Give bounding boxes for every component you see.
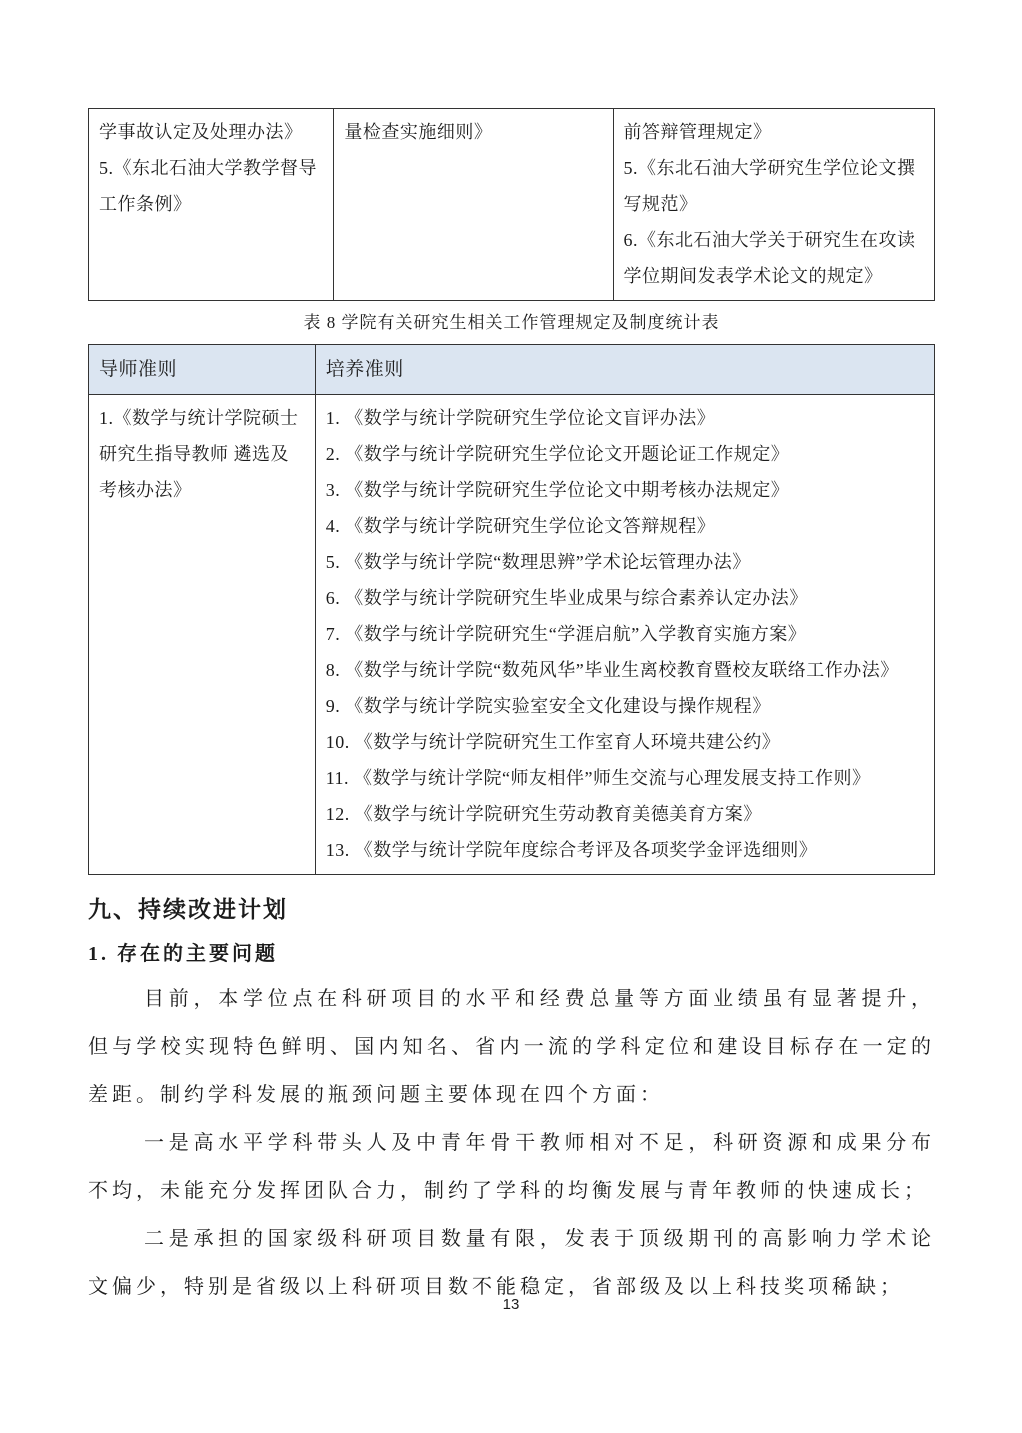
table8-header-training: 培养准则 (315, 345, 934, 395)
table8-cell-mentor-rules (89, 395, 316, 875)
table-cell-line: 13. 《数学与统计学院年度综合考评及各项奖学金评选细则》 (325, 840, 818, 860)
table-cell-thesis-rules (613, 109, 935, 301)
table-cell-line: 6.《东北石油大学关于研究生在攻读学位期间发表学术论文的规定》 (623, 230, 916, 286)
regulations-table-continued (88, 108, 935, 301)
table-row (89, 109, 935, 301)
body-paragraph: 二是承担的国家级科研项目数量有限，发表于顶级期刊的高影响力学术论文偏少，特别是省级以上科研项目数不能稳定，省部级及以上科技奖项稀缺； (88, 1228, 935, 1298)
table8-caption: 表 8 学院有关研究生相关工作管理规定及制度统计表 (303, 313, 720, 332)
table-cell-line: 3. 《数学与统计学院研究生学位论文中期考核办法规定》 (325, 480, 790, 500)
table-cell-line: 8. 《数学与统计学院“数苑风华”毕业生离校教育暨校友联络工作办法》 (325, 660, 899, 680)
table8-header-row (89, 345, 935, 395)
table8-header-mentor: 导师准则 (89, 345, 316, 395)
subsection-heading-1: 1. 存在的主要问题 (88, 943, 278, 965)
table-cell-line: 9. 《数学与统计学院实验室安全文化建设与操作规程》 (325, 696, 771, 716)
table-cell-line: 12. 《数学与统计学院研究生劳动教育美德美育方案》 (325, 804, 762, 824)
page-number: 13 (502, 1296, 520, 1313)
table-cell-line: 量检查实施细则》 (344, 122, 493, 142)
table-cell-line: 10. 《数学与统计学院研究生工作室育人环境共建公约》 (325, 732, 781, 752)
section-heading-9: 九、持续改进计划 (88, 896, 288, 922)
table-cell-line: 2. 《数学与统计学院研究生学位论文开题论证工作规定》 (325, 444, 790, 464)
table-cell-line: 5. 《数学与统计学院“数理思辨”学术论坛管理办法》 (325, 552, 751, 572)
table-cell-teaching-rules (89, 109, 334, 301)
table8-body-row (89, 395, 935, 875)
table-cell-line: 4. 《数学与统计学院研究生学位论文答辩规程》 (325, 516, 716, 536)
table-cell-line: 5.《东北石油大学研究生学位论文撰写规范》 (623, 158, 916, 214)
table-cell-line: 11. 《数学与统计学院“师友相伴”师生交流与心理发展支持工作则》 (325, 768, 871, 788)
table-cell-line: 学事故认定及处理办法》 (99, 122, 303, 142)
table8-regulations (88, 344, 935, 875)
table8-cell-training-rules (315, 395, 934, 875)
body-paragraph: 目前，本学位点在科研项目的水平和经费总量等方面业绩虽有显著提升，但与学校实现特色鲜明、国内知名、省内一流的学科定位和建设目标存在一定的差距。制约学科发展的瓶颈问题主要体现在四个方面： (88, 988, 935, 1106)
table-cell-line: 1.《数学与统计学院硕士研究生指导教师 遴选及考核办法》 (99, 408, 299, 500)
table-cell-line: 前答辩管理规定》 (623, 122, 772, 142)
body-paragraph: 一是高水平学科带头人及中青年骨干教师相对不足，科研资源和成果分布不均，未能充分发挥团队合力，制约了学科的均衡发展与青年教师的快速成长； (88, 1132, 935, 1202)
table-cell-line: 7. 《数学与统计学院研究生“学涯启航”入学教育实施方案》 (325, 624, 807, 644)
table-cell-line: 1. 《数学与统计学院研究生学位论文盲评办法》 (325, 408, 716, 428)
body-paragraphs (88, 975, 935, 1311)
table-cell-line: 5.《东北石油大学教学督导工作条例》 (99, 158, 317, 214)
table-cell-line: 6. 《数学与统计学院研究生毕业成果与综合素养认定办法》 (325, 588, 808, 608)
table-cell-quality-rules (334, 109, 613, 301)
page-content (88, 108, 935, 1311)
